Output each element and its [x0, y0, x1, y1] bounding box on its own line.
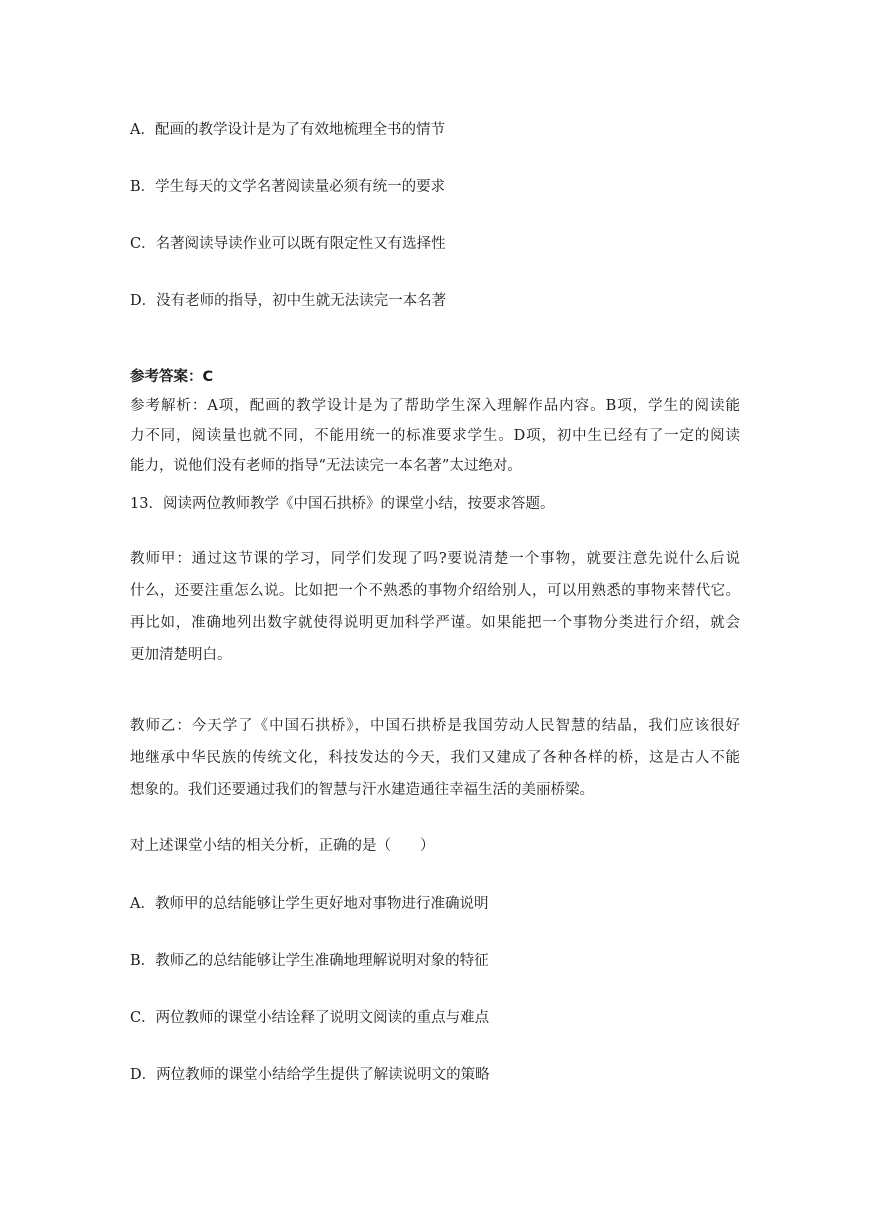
- question-13-prompt: 对上述课堂小结的相关分析，正确的是（ ）: [130, 838, 435, 854]
- prev-option-c: C．名著阅读导读作业可以既有限定性又有选择性: [130, 236, 446, 252]
- q13-option-c: C．两位教师的课堂小结诠释了说明文阅读的重点与难点: [130, 1010, 490, 1026]
- teacher-a-line-4: 更加清楚明白。: [130, 647, 232, 663]
- reference-answer: 参考答案：C: [130, 369, 214, 385]
- teacher-b-line-3: 想象的。我们还要通过我们的智慧与汗水建造通往幸福生活的美丽桥梁。: [130, 782, 594, 798]
- teacher-b-line-1: 教师乙：今天学了《中国石拱桥》，中国石拱桥是我国劳动人民智慧的结晶，我们应该很好: [130, 718, 740, 734]
- prev-option-a: A．配画的教学设计是为了有效地梳理全书的情节: [130, 122, 445, 138]
- prev-option-b: B．学生每天的文学名著阅读量必须有统一的要求: [130, 179, 446, 195]
- prev-option-d: D．没有老师的指导，初中生就无法读完一本名著: [130, 293, 447, 309]
- analysis-line-2: 力不同，阅读量也就不同，不能用统一的标准要求学生。D项，初中生已经有了一定的阅读: [130, 428, 740, 444]
- q13-option-b: B．教师乙的总结能够让学生准确地理解说明对象的特征: [130, 953, 489, 969]
- analysis-line-3: 能力，说他们没有老师的指导“无法读完一本名著”太过绝对。: [130, 458, 522, 474]
- teacher-b-line-2: 地继承中华民族的传统文化，科技发达的今天，我们又建成了各种各样的桥，这是古人不能: [130, 750, 740, 766]
- q13-option-a: A．教师甲的总结能够让学生更好地对事物进行准确说明: [130, 896, 489, 912]
- teacher-a-line-2: 什么，还要注重怎么说。比如把一个不熟悉的事物介绍给别人，可以用熟悉的事物来替代它。: [130, 583, 740, 599]
- teacher-a-line-3: 再比如，准确地列出数字就使得说明更加科学严谨。如果能把一个事物分类进行介绍，就会: [130, 615, 740, 631]
- analysis-line-1: 参考解析：A项，配画的教学设计是为了帮助学生深入理解作品内容。B项，学生的阅读能: [130, 398, 740, 414]
- q13-option-d: D．两位教师的课堂小结给学生提供了解读说明文的策略: [130, 1067, 490, 1083]
- teacher-a-line-1: 教师甲：通过这节课的学习，同学们发现了吗?要说清楚一个事物，就要注意先说什么后说: [130, 551, 740, 567]
- question-13-stem: 13．阅读两位教师教学《中国石拱桥》的课堂小结，按要求答题。: [130, 496, 555, 512]
